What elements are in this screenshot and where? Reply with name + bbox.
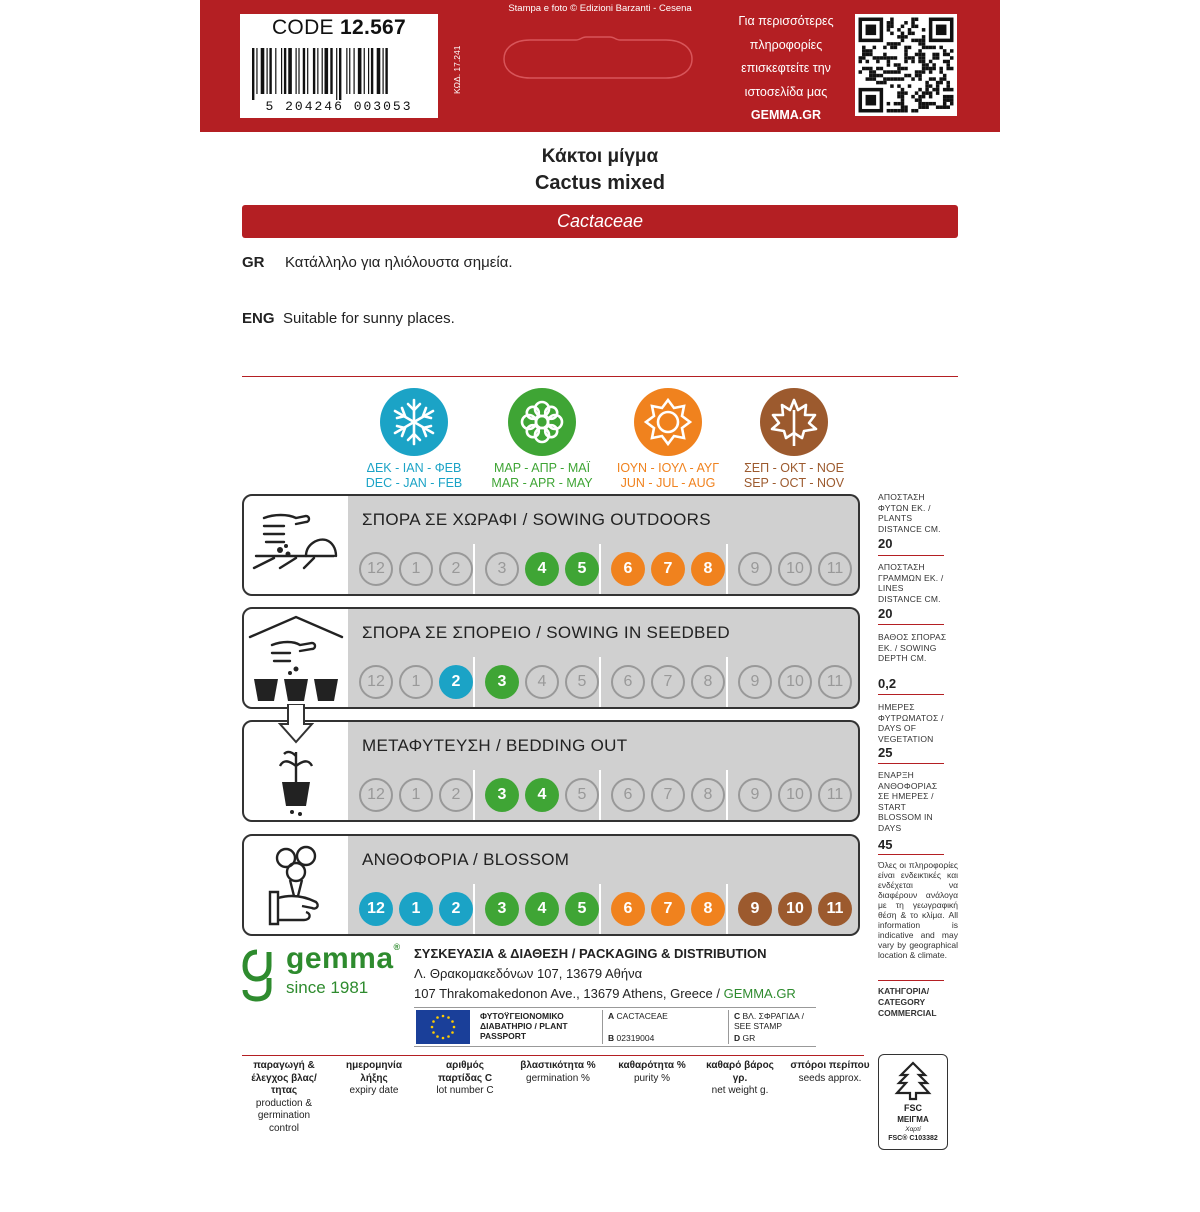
- month-marker: 7: [651, 665, 685, 699]
- month-marker: 7: [651, 778, 685, 812]
- season-label-en: SEP - OCT - NOV: [743, 476, 845, 490]
- month-marker: 9: [738, 665, 772, 699]
- month-marker: 11: [818, 778, 852, 812]
- spec-value: 20: [878, 606, 893, 621]
- calendar-row: [242, 720, 860, 820]
- calendar-row: [242, 834, 860, 934]
- eu-stars: [416, 1010, 470, 1044]
- divider: [878, 854, 944, 855]
- envelope-window-icon: [500, 36, 696, 82]
- spec-value: 45: [878, 837, 893, 852]
- blossom-icon: [244, 836, 348, 934]
- season-label: [724, 461, 864, 491]
- season-separator: [599, 544, 601, 594]
- info-line: επισκεφτείτε την: [741, 61, 831, 75]
- divider: [878, 694, 944, 695]
- month-marker: 2: [439, 665, 473, 699]
- row-icon-cell: [242, 494, 350, 596]
- field-label-gr: σπόροι περίπου: [790, 1060, 870, 1071]
- footer-field: [425, 1060, 505, 1098]
- month-marker: 5: [565, 892, 599, 926]
- season-separator: [599, 770, 601, 820]
- description-text: Suitable for sunny places.: [282, 310, 455, 327]
- passport-title: ΦΥΤΟΫΓΕΙΟΝΟΜΙΚΟ ΔΙΑΒΑΤΗΡΙΟ / PLANT PASSPORT: [480, 1011, 568, 1041]
- product-code: [240, 16, 438, 40]
- qr-code-icon[interactable]: [855, 14, 957, 116]
- month-marker: 8: [691, 552, 725, 586]
- season-label-gr: ΜΑΡ - ΑΠΡ - ΜΑΪ: [493, 461, 591, 475]
- passport-value: ΒΛ. ΣΦΡΑΓΙΔΑ / SEE STAMP: [734, 1011, 804, 1031]
- footer-field: [700, 1060, 780, 1098]
- month-marker: 2: [439, 778, 473, 812]
- gemma-logo: [242, 944, 402, 1004]
- product-name-en: Cactus mixed: [534, 172, 666, 194]
- disclaimer-note: Όλες οι πληροφορίες είναι ενδεικτικές και ενδέχεται να διαφέρουν ανάλογα με τη γεωγραφική θέση & το κλίμα. All information is indicative and may vary by geographical location & climate.: [878, 860, 958, 960]
- month-marker: 2: [439, 552, 473, 586]
- season-separator: [473, 770, 475, 820]
- fsc-logo: [878, 1054, 948, 1150]
- passport-b: [608, 1033, 654, 1043]
- season-circle: [634, 388, 702, 456]
- season-separator: [726, 544, 728, 594]
- spec-value: 25: [878, 745, 893, 760]
- month-marker: 6: [611, 778, 645, 812]
- address-en-text: 107 Thrakomakedonon Ave., 13679 Athens, Greece /: [414, 986, 720, 1001]
- season-label-en: DEC - JAN - FEB: [365, 476, 463, 490]
- season-circle: [380, 388, 448, 456]
- divider: [878, 980, 944, 981]
- month-marker: 4: [525, 892, 559, 926]
- family-banner: Cactaceae: [242, 205, 958, 238]
- season-label-gr: ΔΕΚ - ΙΑΝ - ΦΕΒ: [366, 461, 462, 475]
- row-data-cell: [348, 834, 860, 936]
- season-label-gr: ΙΟΥΝ - ΙΟΥΛ - ΑΥΓ: [616, 461, 720, 475]
- month-marker: 5: [565, 552, 599, 586]
- info-line: πληροφορίες: [749, 37, 823, 52]
- code-label: CODE: [271, 16, 334, 39]
- description-en: [242, 310, 455, 328]
- spec-label: ΑΠΟΣΤΑΣΗ ΦΥΤΩΝ ΕΚ. / PLANTS DISTANCE CM.: [878, 492, 941, 534]
- month-marker: 12: [359, 665, 393, 699]
- row-icon-cell: [242, 834, 350, 936]
- season-separator: [599, 657, 601, 707]
- row-title: ΜΕΤΑΦΥΤΕΥΣΗ / BEDDING OUT: [362, 736, 628, 755]
- month-marker: 12: [359, 778, 393, 812]
- category-label: ΚΑΤΗΓΟΡΙΑ/ CATEGORY: [878, 986, 930, 1007]
- spec-label: ΒΑΘΟΣ ΣΠΟΡΑΣ ΕΚ. / SOWING DEPTH CM.: [878, 632, 947, 663]
- brand-since: since 1981: [286, 978, 369, 997]
- month-marker: 11: [818, 665, 852, 699]
- month-marker: 3: [485, 778, 519, 812]
- row-data-cell: [348, 607, 860, 709]
- month-marker: 1: [399, 552, 433, 586]
- passport-value: 02319004: [616, 1033, 655, 1043]
- divider: [242, 376, 958, 377]
- month-marker: 11: [818, 552, 852, 586]
- season-separator: [473, 657, 475, 707]
- row-title: ΣΠΟΡΑ ΣΕ ΣΠΟΡΕΙΟ / SOWING IN SEEDBED: [362, 623, 730, 642]
- passport-d: [734, 1033, 755, 1043]
- month-marker: 7: [651, 552, 685, 586]
- season-separator: [473, 544, 475, 594]
- spec-value: 0,2: [878, 676, 897, 691]
- seedbed-icon: [244, 609, 348, 707]
- eu-flag-icon: [416, 1010, 470, 1044]
- spec-label: ΗΜΕΡΕΣ ΦΥΤΡΩΜΑΤΟΣ / DAYS OF VEGETATION: [878, 702, 944, 744]
- passport-key: D: [734, 1033, 741, 1043]
- season-separator: [599, 884, 601, 934]
- divider: [602, 1010, 603, 1044]
- product-name-gr: Κάκτοι μίγμα: [541, 146, 659, 167]
- month-marker: 1: [399, 665, 433, 699]
- row-title: ΣΠΟΡΑ ΣΕ ΧΩΡΑΦΙ / SOWING OUTDOORS: [362, 510, 711, 529]
- field-label-en: expiry date: [349, 1085, 399, 1096]
- month-marker: 10: [778, 665, 812, 699]
- month-marker: 9: [738, 552, 772, 586]
- month-marker: 7: [651, 892, 685, 926]
- month-marker: 11: [818, 892, 852, 926]
- qr-pattern: [855, 14, 957, 116]
- spec-label: ΑΠΟΣΤΑΣΗ ΓΡΑΜΜΩΝ ΕΚ. / LINES DISTANCE CM.: [878, 562, 944, 604]
- passport-c: [734, 1011, 816, 1031]
- passport-key: B: [608, 1033, 615, 1043]
- month-marker: 10: [778, 892, 812, 926]
- fsc-brand: FSC: [904, 1103, 922, 1113]
- field-label-en: production & germination control: [255, 1097, 313, 1134]
- month-marker: 6: [611, 892, 645, 926]
- passport-value: CACTACEAE: [616, 1011, 668, 1021]
- row-data-cell: [348, 720, 860, 822]
- field-label-en: seeds approx.: [798, 1072, 862, 1084]
- field-label-gr: καθαρότητα %: [618, 1060, 686, 1071]
- season-label-en: JUN - JUL - AUG: [620, 476, 716, 490]
- season-label: [598, 461, 738, 491]
- lang-code: ENG: [242, 310, 275, 327]
- season-separator: [473, 884, 475, 934]
- season-separator: [726, 770, 728, 820]
- field-label-en: germination %: [526, 1072, 590, 1084]
- month-marker: 6: [611, 665, 645, 699]
- sowing-outdoors-icon: [244, 496, 348, 594]
- footer-field: [612, 1060, 692, 1085]
- season-label: [472, 461, 612, 491]
- field-label-gr: παραγωγή & έλεγχος βλας/τητας: [251, 1060, 317, 1096]
- month-marker: 4: [525, 665, 559, 699]
- season-circle: [508, 388, 576, 456]
- month-marker: 3: [485, 892, 519, 926]
- spec-label: ΕΝΑΡΞΗ ΑΝΘΟΦΟΡΙΑΣ ΣΕ ΗΜΕΡΕΣ / START BLOSSOM IN DAYS: [878, 770, 938, 833]
- month-marker: 5: [565, 665, 599, 699]
- month-marker: 9: [738, 892, 772, 926]
- month-marker: 4: [525, 552, 559, 586]
- field-label-gr: βλαστικότητα %: [520, 1060, 596, 1071]
- month-marker: 10: [778, 778, 812, 812]
- row-title: ΑΝΘΟΦΟΡΙΑ / BLOSSOM: [362, 850, 570, 869]
- lang-code: GR: [242, 254, 265, 271]
- season-label: [344, 461, 484, 491]
- barcode-label: [240, 14, 438, 118]
- code-number: 12.567: [339, 16, 407, 39]
- kod-number: ΚΩΔ. 17.241: [452, 45, 462, 94]
- address-en: [414, 986, 796, 1001]
- field-label-en: lot number C: [436, 1085, 494, 1096]
- sun-icon: [634, 388, 702, 456]
- field-label-en: purity %: [633, 1072, 671, 1084]
- fsc-tree-icon: [893, 1061, 933, 1101]
- arrow-down-icon: [276, 704, 316, 744]
- brand-name: [286, 942, 401, 976]
- info-line: Για περισσότερες: [738, 14, 834, 28]
- month-marker: 1: [399, 778, 433, 812]
- info-line: ιστοσελίδα μας: [744, 84, 828, 99]
- row-icon-cell: [242, 607, 350, 709]
- month-marker: 12: [359, 552, 393, 586]
- snowflake-icon: [380, 388, 448, 456]
- season-circle: [760, 388, 828, 456]
- footer-field: [334, 1060, 414, 1098]
- field-label-gr: ημερομηνία λήξης: [346, 1060, 402, 1084]
- month-marker: 8: [691, 892, 725, 926]
- description-text: Κατάλληλο για ηλιόλουστα σημεία.: [284, 254, 513, 271]
- footer-divider: [242, 1055, 864, 1056]
- footer-field: [244, 1060, 324, 1135]
- calendar-row: [242, 607, 860, 707]
- row-data-cell: [348, 494, 860, 596]
- info-text: [726, 10, 846, 128]
- category: [878, 986, 958, 1019]
- field-label-gr: καθαρό βάρος γρ.: [706, 1060, 774, 1084]
- fsc-type: ΜΕΙΓΜΑ: [897, 1115, 929, 1124]
- footer-field: [518, 1060, 598, 1085]
- brand-wordmark: gemma: [286, 942, 394, 975]
- passport-key: A: [608, 1011, 615, 1021]
- registered-mark: ®: [393, 942, 401, 952]
- printer-credit: Stampa e foto © Edizioni Barzanti - Cesena: [508, 3, 692, 14]
- month-marker: 8: [691, 778, 725, 812]
- season-label-gr: ΣΕΠ - ΟΚΤ - ΝΟΕ: [744, 461, 844, 475]
- ean-number: 5 204246 003053: [265, 99, 413, 114]
- month-marker: 9: [738, 778, 772, 812]
- season-separator: [726, 884, 728, 934]
- info-url[interactable]: GEMMA.GR: [750, 108, 822, 122]
- fsc-code: FSC® C103382: [888, 1135, 938, 1142]
- spec-value: 20: [878, 536, 893, 551]
- field-label-gr: αριθμός παρτίδας C: [437, 1060, 493, 1084]
- footer-field: [790, 1060, 870, 1085]
- plant-passport: [414, 1007, 816, 1047]
- passport-key: C: [734, 1011, 741, 1021]
- divider: [728, 1010, 729, 1044]
- fsc-sub: Χαρτί: [905, 1126, 921, 1133]
- flower-icon: [508, 388, 576, 456]
- address-gr: Λ. Θρακομακεδόνων 107, 13679 Αθήνα: [414, 966, 643, 981]
- description-gr: [242, 254, 513, 272]
- season-label-en: MAR - APR - MAY: [491, 476, 593, 490]
- website-link[interactable]: GEMMA.GR: [723, 986, 796, 1001]
- divider: [878, 624, 944, 625]
- month-marker: 8: [691, 665, 725, 699]
- passport-a: [608, 1011, 668, 1021]
- gemma-g-icon: [242, 948, 272, 1002]
- month-marker: 2: [439, 892, 473, 926]
- barcode-icon: [252, 48, 426, 100]
- calendar-row: [242, 494, 860, 594]
- month-marker: 6: [611, 552, 645, 586]
- month-marker: 3: [485, 552, 519, 586]
- passport-value: GR: [742, 1033, 756, 1043]
- divider: [878, 763, 944, 764]
- month-marker: 5: [565, 778, 599, 812]
- month-marker: 12: [359, 892, 393, 926]
- divider: [878, 555, 944, 556]
- month-marker: 4: [525, 778, 559, 812]
- field-label-en: net weight g.: [711, 1085, 769, 1096]
- packaging-title: ΣΥΣΚΕΥΑΣΙΑ & ΔΙΑΘΕΣΗ / PACKAGING & DISTRIBUTION: [414, 946, 767, 961]
- month-marker: 10: [778, 552, 812, 586]
- month-marker: 1: [399, 892, 433, 926]
- leaf-icon: [760, 388, 828, 456]
- month-marker: 3: [485, 665, 519, 699]
- season-separator: [726, 657, 728, 707]
- category-value: COMMERCIAL: [878, 1008, 937, 1018]
